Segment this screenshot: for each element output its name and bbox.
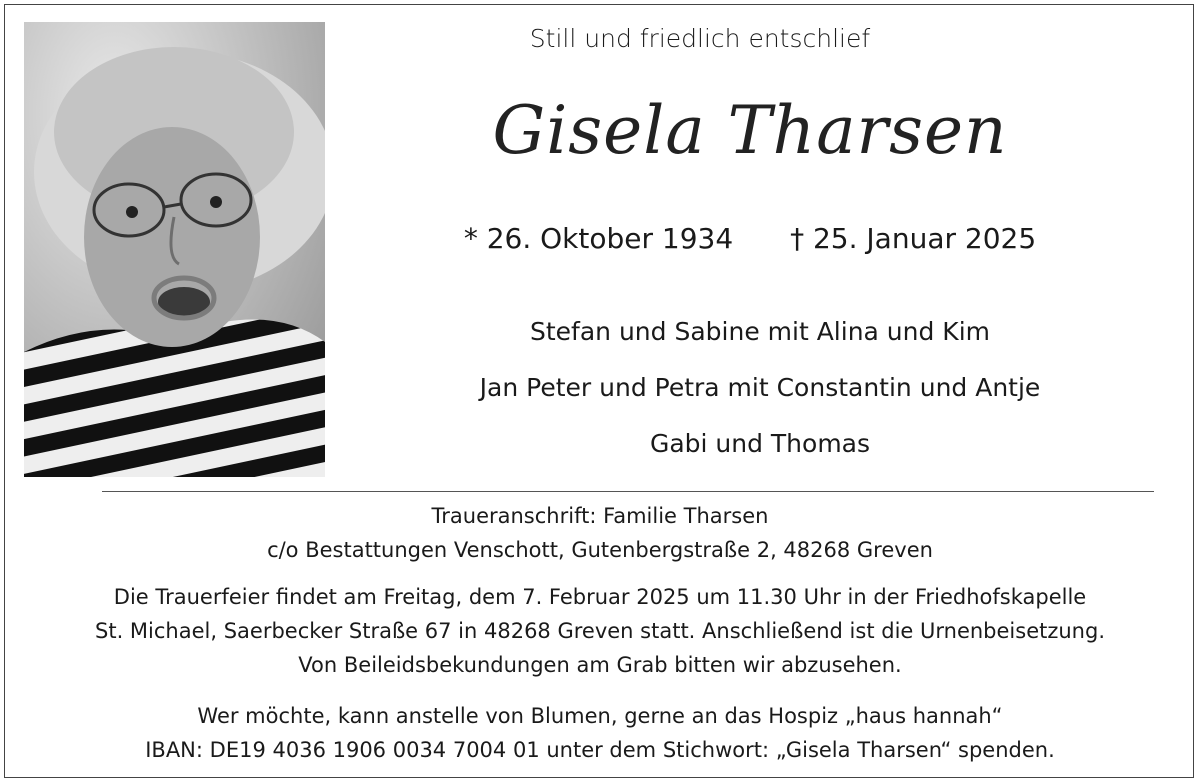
portrait-image <box>24 22 325 477</box>
deceased-name: Gisela Tharsen <box>492 92 1008 169</box>
family-line: Stefan und Sabine mit Alina und Kim <box>530 317 990 346</box>
donation-line: Wer möchte, kann anstelle von Blumen, gerne an das Hospiz „haus hannah“ <box>197 704 1003 728</box>
family-line: Gabi und Thomas <box>649 429 871 458</box>
intro-line: Still und friedlich entschlief <box>529 24 871 53</box>
mourning-address <box>0 499 1200 567</box>
ceremony-line: Die Trauerfeier findet am Freitag, dem 7. Februar 2025 um 11.30 Uhr in der Friedhofskapelle <box>113 585 1087 609</box>
ceremony-info <box>0 580 1200 682</box>
divider <box>102 491 1154 492</box>
donation-info <box>0 699 1200 767</box>
ceremony-line: Von Beileidsbekundungen am Grab bitten wir abzusehen. <box>298 653 902 677</box>
address-line: c/o Bestattungen Venschott, Gutenbergstraße 2, 48268 Greven <box>267 538 933 562</box>
death-date: † 25. Januar 2025 <box>790 222 1037 255</box>
portrait-photo <box>24 22 325 477</box>
life-dates <box>400 222 1100 255</box>
family-list <box>370 304 1150 472</box>
donation-line: IBAN: DE19 4036 1906 0034 7004 01 unter dem Stichwort: „Gisela Tharsen“ spenden. <box>145 738 1055 762</box>
ceremony-line: St. Michael, Saerbecker Straße 67 in 48268 Greven statt. Anschließend ist die Urnenbeisetzung. <box>95 619 1105 643</box>
birth-date: * 26. Oktober 1934 <box>463 222 734 255</box>
family-line: Jan Peter und Petra mit Constantin und Antje <box>479 373 1041 402</box>
address-line: Traueranschrift: Familie Tharsen <box>431 504 769 528</box>
